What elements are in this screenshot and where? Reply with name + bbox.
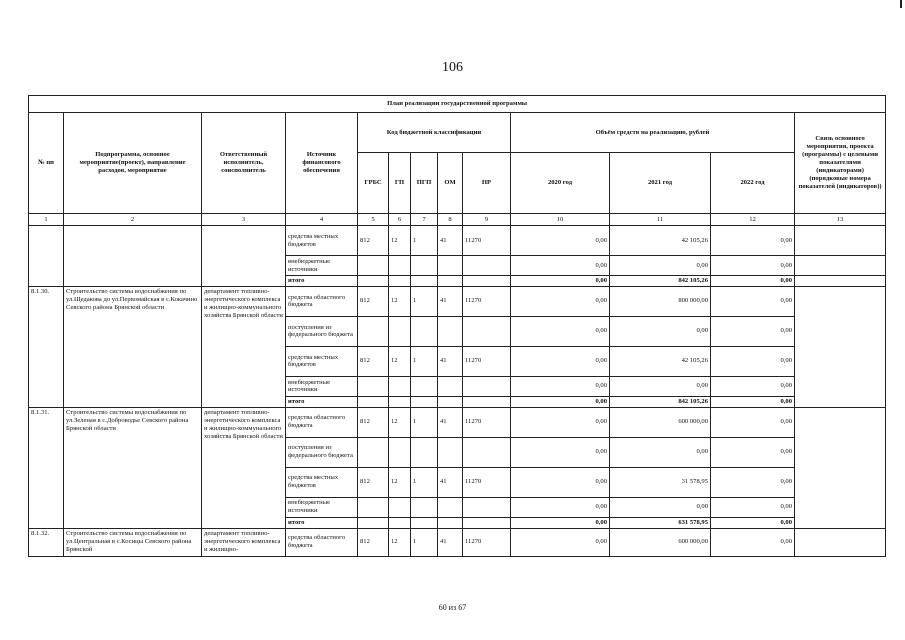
cell-2022: 0,00 (711, 316, 795, 346)
col-number: 7 (411, 214, 438, 226)
header-2021: 2021 год (610, 153, 711, 214)
header-om: ОМ (438, 153, 463, 214)
col-number: 6 (389, 214, 411, 226)
cell-pgp: 1 (411, 346, 438, 376)
cell-source: средства местных бюджетов (286, 467, 358, 497)
cell-gp: 12 (389, 528, 411, 556)
cell-pgp: 1 (411, 286, 438, 316)
cell-2020: 0,00 (511, 528, 610, 556)
cell-2020: 0,00 (511, 467, 610, 497)
cell-source: внебюджетные источники (286, 376, 358, 396)
cell-name: Строительство системы водоснабжения по ул.Зеленая в с.Доброводье Севского района Брянской области (64, 407, 202, 528)
cell-source: средства областного бюджета (286, 286, 358, 316)
col-number: 9 (463, 214, 511, 226)
cell-om: 41 (438, 528, 463, 556)
col-number: 13 (795, 214, 886, 226)
cell-2021: 0,00 (610, 316, 711, 346)
cell-num: 8.1.30. (29, 286, 64, 407)
cell-executor: департамент топливно-энергетического комплекса и жилищно- (202, 528, 286, 556)
cell-2021: 0,00 (610, 256, 711, 276)
table-row (29, 407, 886, 437)
header-volume: Объём средств на реализацию, рублей (511, 113, 795, 153)
cell-gp: 12 (389, 467, 411, 497)
cell-nr: 11270 (463, 346, 511, 376)
cell-gp: 12 (389, 286, 411, 316)
cell-link (795, 226, 886, 256)
cell-om: 41 (438, 407, 463, 437)
cell-source: итого (286, 276, 358, 287)
cell-2022: 0,00 (711, 256, 795, 276)
cell-link (795, 528, 886, 556)
cell-name (64, 226, 202, 287)
cell-2021: 0,00 (610, 376, 711, 396)
cell-2022: 0,00 (711, 528, 795, 556)
table-title: План реализации государственной программы (29, 96, 886, 113)
cell-nr: 11270 (463, 528, 511, 556)
col-number: 8 (438, 214, 463, 226)
cell-2021: 800 000,00 (610, 286, 711, 316)
header-nr: НР (463, 153, 511, 214)
header-gp: ГП (389, 153, 411, 214)
cell-2021: 631 578,95 (610, 517, 711, 528)
cell-source: внебюджетные источники (286, 256, 358, 276)
cell-2020: 0,00 (511, 256, 610, 276)
cell-pgp: 1 (411, 467, 438, 497)
col-number: 12 (711, 214, 795, 226)
cell-2020: 0,00 (511, 407, 610, 437)
cell-grbs: 812 (358, 407, 389, 437)
cell-2022: 0,00 (711, 276, 795, 287)
cell-2021: 0,00 (610, 497, 711, 517)
cell-2020: 0,00 (511, 226, 610, 256)
cell-2022: 0,00 (711, 517, 795, 528)
cell-gp: 12 (389, 226, 411, 256)
cell-2020: 0,00 (511, 286, 610, 316)
cell-source: средства областного бюджета (286, 407, 358, 437)
cell-2020: 0,00 (511, 276, 610, 287)
page-number: 106 (442, 60, 463, 75)
cell-grbs: 812 (358, 467, 389, 497)
table-row (29, 528, 886, 556)
table-row (29, 286, 886, 316)
cell-2022: 0,00 (711, 407, 795, 437)
cell-2021: 0,00 (610, 437, 711, 467)
col-number: 2 (64, 214, 202, 226)
header-2020: 2020 год (511, 153, 610, 214)
cell-2022: 0,00 (711, 497, 795, 517)
cell-grbs: 812 (358, 286, 389, 316)
header-num: № пп (29, 113, 64, 214)
cell-om: 41 (438, 346, 463, 376)
cell-executor: департамент топливно-энергетического комплекса и жилищно-коммунального хозяйства Брянской области (202, 407, 286, 528)
cell-source: итого (286, 396, 358, 407)
cell-nr: 11270 (463, 286, 511, 316)
cell-gp: 12 (389, 407, 411, 437)
cell-source: внебюджетные источники (286, 497, 358, 517)
cell-2021: 600 000,00 (610, 528, 711, 556)
cell-pgp: 1 (411, 407, 438, 437)
cell-gp: 12 (389, 346, 411, 376)
cell-2021: 31 578,95 (610, 467, 711, 497)
cell-2022: 0,00 (711, 346, 795, 376)
cell-source: средства местных бюджетов (286, 226, 358, 256)
cell-grbs: 812 (358, 226, 389, 256)
cell-2020: 0,00 (511, 437, 610, 467)
col-number: 11 (610, 214, 711, 226)
table-row (29, 226, 886, 256)
cell-source: поступления из федерального бюджета (286, 316, 358, 346)
cell-2022: 0,00 (711, 376, 795, 396)
cell-2022: 0,00 (711, 396, 795, 407)
cell-2022: 0,00 (711, 286, 795, 316)
cell-grbs: 812 (358, 528, 389, 556)
cell-pgp: 1 (411, 226, 438, 256)
cell-2020: 0,00 (511, 376, 610, 396)
cell-name: Строительство системы водоснабжения по ул.Щедакова до ул.Первомайская в с.Кокачино Севского района Брянской области (64, 286, 202, 407)
cell-nr: 11270 (463, 226, 511, 256)
cell-2021: 42 105,26 (610, 346, 711, 376)
cell-om: 41 (438, 286, 463, 316)
plan-table (28, 95, 886, 557)
col-number: 5 (358, 214, 389, 226)
cell-num: 8.1.31. (29, 407, 64, 528)
cell-2022: 0,00 (711, 226, 795, 256)
header-budget-code: Код бюджетной классификации (358, 113, 511, 153)
cell-nr: 11270 (463, 467, 511, 497)
cell-2020: 0,00 (511, 396, 610, 407)
cell-num: 8.1.32. (29, 528, 64, 556)
cell-source: средства областного бюджета (286, 528, 358, 556)
cell-link (795, 407, 886, 528)
col-number: 10 (511, 214, 610, 226)
cell-source: итого (286, 517, 358, 528)
cell-2022: 0,00 (711, 437, 795, 467)
cell-pgp: 1 (411, 528, 438, 556)
cell-executor (202, 226, 286, 287)
cell-grbs: 812 (358, 346, 389, 376)
cell-2022: 0,00 (711, 467, 795, 497)
col-number: 1 (29, 214, 64, 226)
cell-2020: 0,00 (511, 346, 610, 376)
header-name: Подпрограмма, основное мероприятие(проект), направление расходов, мероприятие (64, 113, 202, 214)
cell-2020: 0,00 (511, 316, 610, 346)
cell-2021: 600 000,00 (610, 407, 711, 437)
cell-2021: 842 105,26 (610, 276, 711, 287)
cell-nr: 11270 (463, 407, 511, 437)
cell-2020: 0,00 (511, 497, 610, 517)
col-number: 4 (286, 214, 358, 226)
cell-om: 41 (438, 467, 463, 497)
cell-name: Строительство системы водоснабжения по ул.Центральная в с.Косицы Севского района Брянской (64, 528, 202, 556)
cell-om: 41 (438, 226, 463, 256)
header-source: Источник финансового обеспечения (286, 113, 358, 214)
page-footer: 60 из 67 (438, 603, 467, 612)
header-2022: 2022 год (711, 153, 795, 214)
scan-edge-mark (900, 0, 902, 8)
header-executor: Ответственный исполнитель, соисполнитель (202, 113, 286, 214)
cell-executor: департамент топливно-энергетического комплекса и жилищно-коммунального хозяйства Брянской области (202, 286, 286, 407)
cell-link (795, 286, 886, 407)
header-grbs: ГРБС (358, 153, 389, 214)
header-link: Связь основного мероприятия, проекта (программы) с целевыми показателями (индикаторами) (порядковые номера показателей (индикаторов)) (795, 113, 886, 214)
cell-2021: 42 105,26 (610, 226, 711, 256)
col-number: 3 (202, 214, 286, 226)
header-pgp: ПГП (411, 153, 438, 214)
cell-source: поступления из федерального бюджета (286, 437, 358, 467)
cell-source: средства местных бюджетов (286, 346, 358, 376)
column-number-row (29, 214, 886, 226)
cell-2020: 0,00 (511, 517, 610, 528)
cell-2021: 842 105,26 (610, 396, 711, 407)
cell-num (29, 226, 64, 287)
